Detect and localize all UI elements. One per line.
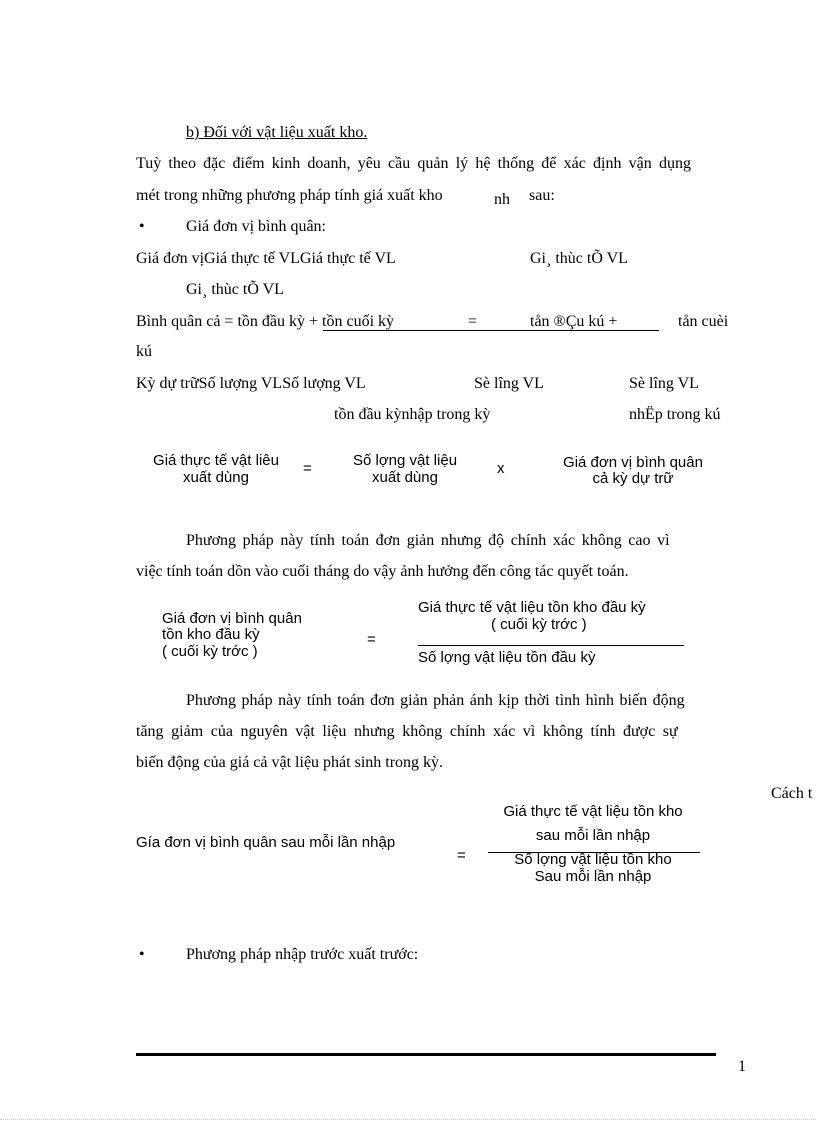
bullet-icon: • (139, 218, 145, 235)
formula3-eq: = (367, 631, 376, 648)
formula2-mid-line1: Số lợng vật liệu (352, 452, 458, 469)
formula1-row5-mid: Sè lîng VL (474, 375, 544, 392)
formula2-left-line1: Giá thực tế vật liêu (153, 452, 279, 469)
formula3-left-line2: tồn kho đầu kỳ (162, 626, 260, 643)
formula2-right-line2: cả kỳ dự trữ (592, 470, 674, 487)
formula4-numerator-line2: sau mỗi lần nhập (535, 827, 651, 844)
formula1-row6-mid: tồn đầu kỳnhập trong kỳ (334, 406, 491, 423)
intro-line-2-end: sau: (529, 187, 555, 204)
formula2-right-line1: Giá đơn vị bình quân (563, 454, 703, 471)
formula1-row2: Gi¸ thùc tÕ VL (186, 281, 284, 298)
formula1-fraction-line (323, 330, 659, 331)
formula3-denominator: Số lợng vật liệu tồn đầu kỳ (418, 649, 596, 666)
formula2-mid-line2: xuất dùng (372, 469, 438, 486)
formula3-numerator-line2: ( cuối kỳ trớc ) (491, 616, 587, 633)
formula1-row1-left: Giá đơn vịGiá thực tế VLGiá thực tế VL (136, 250, 396, 267)
formula1-row4: kú (136, 343, 152, 360)
formula1-row5-right: Sè lîng VL (629, 375, 699, 392)
formula4-denominator-line1: Số lợng vật liệu tồn kho (514, 851, 672, 868)
formula2-eq: = (303, 460, 312, 477)
formula1-row3-left: Bình quân cả = tồn đầu kỳ + tồn cuối kỳ (136, 313, 395, 330)
formula1-row5-left: Kỳ dự trữSố lượng VLSố lượng VL (136, 375, 366, 392)
margin-note: Cách t (771, 785, 813, 802)
formula1-row3-right: tån cuèi (678, 313, 729, 330)
formula1-row1-right: Gi¸ thùc tÕ VL (530, 250, 628, 267)
bullet-icon: • (139, 946, 145, 963)
formula4-numerator-line1: Giá thực tế vật liệu tồn kho (503, 803, 683, 820)
intro-line-2: mét trong những phương pháp tính giá xuất kho (136, 187, 443, 204)
formula1-row3-mid: tån ®Çu kú + (530, 313, 618, 330)
para2-line-2: tăng giảm của nguyên vật liệu nhưng không chính xác vì không tính được sự (136, 723, 678, 740)
formula3-left-line1: Giá đơn vị bình quân (162, 610, 302, 627)
footer-rule (136, 1053, 716, 1056)
page-number: 1 (738, 1058, 746, 1075)
formula3-fraction-line (418, 645, 684, 646)
para1-line-1: Phương pháp này tính toán đơn giản nhưng độ chính xác không cao vì (186, 532, 670, 549)
para1-line-2: việc tính toán dồn vào cuối tháng do vậy ảnh hưởng đến công tác quyết toán. (136, 563, 629, 580)
formula3-left-line3: ( cuối kỳ trớc ) (162, 643, 258, 660)
page-bottom-edge (0, 1119, 816, 1120)
formula2-left-line2: xuất dùng (183, 469, 249, 486)
intro-subscript: nh (494, 191, 510, 208)
formula4-denominator-line2: Sau mỗi lần nhập (534, 868, 652, 885)
section-heading: b) Đối với vật liệu xuất kho. (186, 124, 368, 141)
formula4-eq: = (457, 847, 466, 864)
formula4-left: Gía đơn vị bình quân sau mỗi lần nhập (136, 834, 396, 851)
formula2-multiply: x (497, 460, 505, 477)
formula1-row6-right: nhËp trong kú (629, 406, 721, 423)
bullet-1-text: Giá đơn vị bình quân: (186, 218, 326, 235)
bullet-2-text: Phương pháp nhập trước xuất trước: (186, 946, 419, 963)
formula3-numerator-line1: Giá thực tế vật liệu tồn kho đầu kỳ (418, 599, 646, 616)
intro-line-1: Tuỳ theo đặc điểm kinh doanh, yêu cầu quản lý hệ thống để xác định vận dụng (136, 155, 691, 172)
para2-line-1: Phương pháp này tính toán đơn giản phản ánh kịp thời tình hình biến động (186, 692, 685, 709)
formula1-row3-eq: = (468, 313, 478, 330)
para2-line-3: biến động của giá cả vật liệu phát sinh trong kỳ. (136, 754, 444, 771)
